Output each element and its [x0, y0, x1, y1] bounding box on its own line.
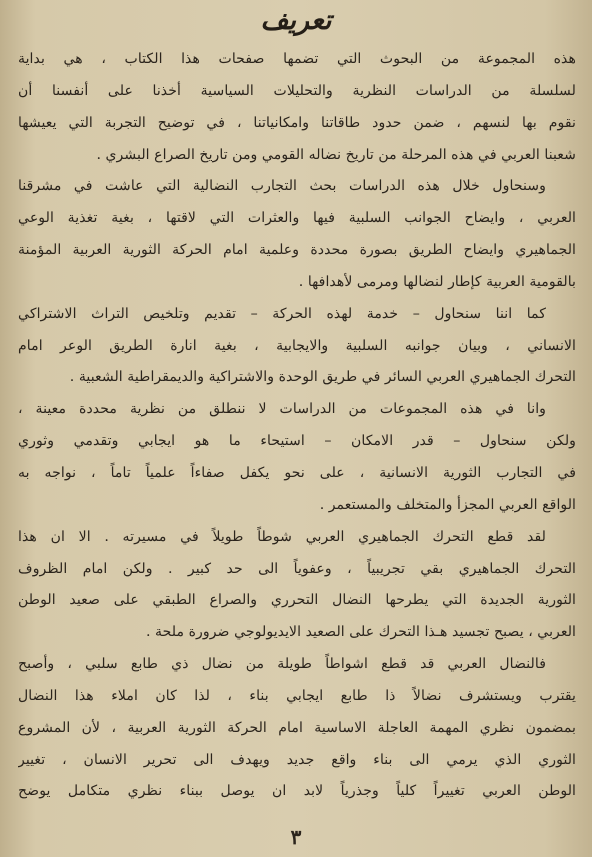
page-title: تعريف [260, 5, 332, 36]
text-line: العربي ، وايضاح الجوانب السلبية فيها والعثرات التي لاقتها ، بغية تغذية الوعي [18, 210, 576, 227]
text-line: التحرك الجماهيري بقي تجريبياً ، وعفوياً الى حد كبير . ولكن امام الظروف [18, 560, 576, 577]
text-line: فالنضال العربي قد قطع اشواطاً طويلة من نضال ذي طابع سلبي ، وأصبح [18, 656, 546, 673]
text-line: الواقع العربي المجزأ والمتخلف والمستعمر . [319, 496, 576, 513]
text-line: بمضمون نظري المهمة العاجلة الاساسية امام الحركة الثورية العربية ، لأن المشروع [18, 719, 576, 736]
text-line: وانا في هذه المجموعات من الدراسات لا ننطلق من نظرية محددة معينة ، [18, 401, 546, 418]
text-line: يقترب ويستشرف نضالاً ذا طابع ايجابي بناء ، لذا كان املاء هذا النضال [18, 687, 576, 704]
text-line: العربي ، يصبح تجسيد هـذا التحرك على الصعيد الايديولوجي ضرورة ملحة . [146, 624, 576, 641]
text-line: الثورية الجديدة التي يطرحها النضال التحرري والصراع الطبقي على صعيد الوطن [18, 592, 576, 609]
text-line: نقوم بها لنسهم ، ضمن حدود طاقاتنا وامكانياتنا ، في توضيح التجربة التي يعيشها [18, 114, 576, 131]
text-line: الجماهيري وايضاح الطريق بصورة محددة وعلمية امام الحركة الثورية العربية المؤمنة [18, 242, 576, 259]
text-line: بالقومية العربية كإطار لنضالها ومرمى لأهدافها . [298, 273, 576, 290]
text-line: كما اننا سنحاول – خدمة لهذه الحركة – تقديم وتلخيص التراث الاشتراكي [18, 305, 546, 322]
text-line: هذه المجموعة من البحوث التي تضمها صفحات هذا الكتاب ، هي بداية [18, 51, 576, 67]
page-number: ٣ [290, 825, 302, 849]
body-text [18, 44, 576, 808]
text-line: الوطن العربي تغييراً كلياً وجذرياً لابد ان يوصل ببناء نظري متكامل يوضح [18, 783, 576, 800]
text-line: وسنحاول خلال هذه الدراسات بحث التجارب النضالية التي عاشت في مشرقنا [18, 178, 546, 195]
text-line: في التجارب الثورية الانسانية ، على نحو يكفل صفاءاً علمياً تاماً ، نواجه به [18, 464, 576, 481]
text-line: الانساني ، وبيان جوانبه السلبية والايجابية ، بغية انارة الطريق الوعر امام [18, 337, 576, 354]
text-line: الثوري الذي يرمي الى بناء واقع جديد ويهدف الى تحرير الانسان ، تغيير [18, 751, 576, 768]
text-line: لقد قطع التحرك الجماهيري العربي شوطاً طويلاً في مسيرته . الا ان هذا [18, 528, 546, 545]
text-line: ولكن سنحاول – قدر الامكان – استيحاء ما هو ايجابي وتقدمي وثوري [18, 433, 576, 450]
text-line: لسلسلة من الدراسات النظرية والتحليلات السياسية أخذنا على أنفسنا أن [18, 82, 576, 99]
text-line: التحرك الجماهيري العربي السائر في طريق الوحدة والاشتراكية والديمقراطية الشعبية . [69, 369, 576, 386]
text-line: شعبنا العربي في هذه المرحلة من تاريخ نضاله القومي ومن تاريخ الصراع البشري . [96, 146, 576, 163]
